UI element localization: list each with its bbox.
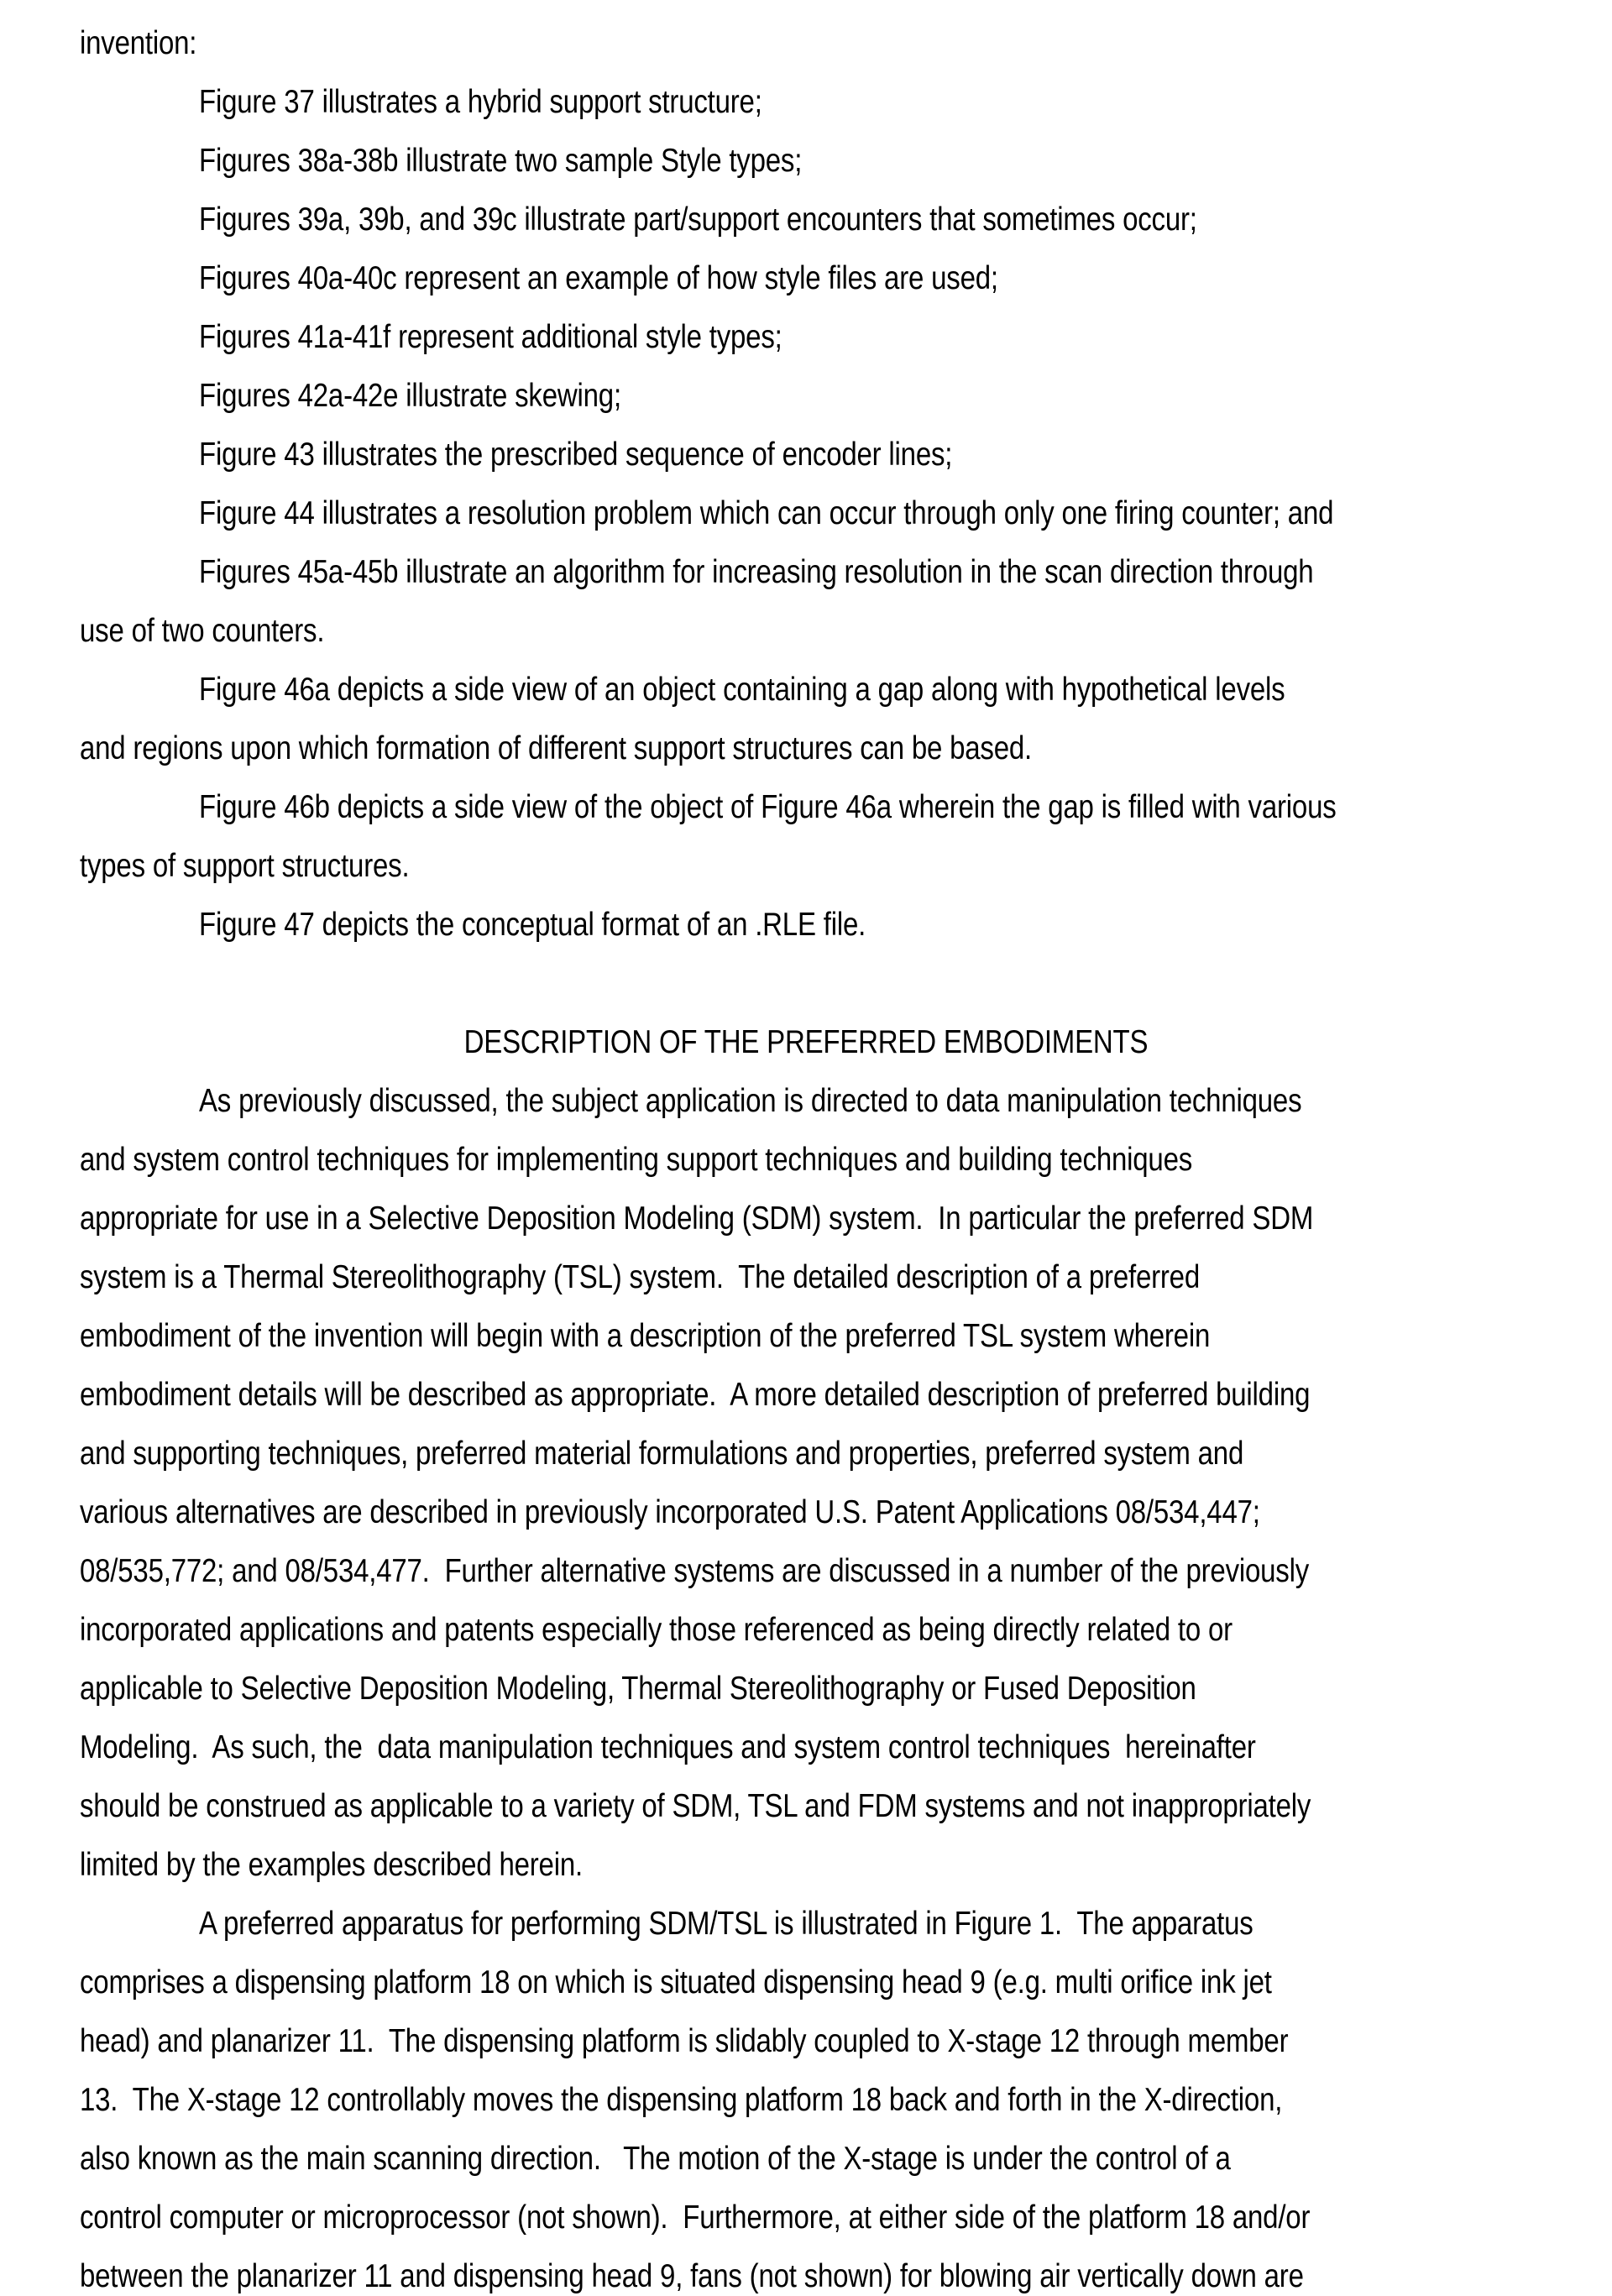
text-line: Modeling. As such, the data manipulation techniques and system control techniques hereinafter bbox=[80, 1728, 1256, 1765]
text-line: and system control techniques for implementing support techniques and building techniques bbox=[80, 1140, 1193, 1178]
text-line: appropriate for use in a Selective Deposition Modeling (SDM) system. In particular the preferred SDM bbox=[80, 1199, 1314, 1237]
text-line: embodiment details will be described as appropriate. A more detailed description of preferred building bbox=[80, 1375, 1311, 1413]
figure-list-item: Figures 45a-45b illustrate an algorithm for increasing resolution in the scan direction through bbox=[199, 552, 1314, 590]
text-line: use of two counters. bbox=[80, 611, 325, 649]
figure-list-item: Figure 44 illustrates a resolution problem which can occur through only one firing counter; and bbox=[199, 494, 1334, 531]
figure-list-item: Figures 40a-40c represent an example of how style files are used; bbox=[199, 259, 998, 296]
figure-list-item: Figures 38a-38b illustrate two sample Style types; bbox=[199, 141, 803, 179]
text-line: limited by the examples described herein. bbox=[80, 1845, 583, 1883]
figure-list-item: Figures 41a-41f represent additional style types; bbox=[199, 317, 782, 355]
text-line: invention: bbox=[80, 24, 197, 61]
figure-list-item: Figures 39a, 39b, and 39c illustrate part/support encounters that sometimes occur; bbox=[199, 200, 1197, 238]
text-line: between the planarizer 11 and dispensing head 9, fans (not shown) for blowing air vertically down are bbox=[80, 2257, 1304, 2294]
text-line: head) and planarizer 11. The dispensing platform is slidably coupled to X-stage 12 through member bbox=[80, 2021, 1289, 2059]
figure-list-item: Figure 46b depicts a side view of the object of Figure 46a wherein the gap is filled with various bbox=[199, 787, 1337, 825]
text-line: comprises a dispensing platform 18 on which is situated dispensing head 9 (e.g. multi orifice ink jet bbox=[80, 1963, 1272, 2001]
paragraph-first-line: As previously discussed, the subject application is directed to data manipulation techniques bbox=[199, 1081, 1302, 1119]
text-line: applicable to Selective Deposition Modeling, Thermal Stereolithography or Fused Deposition bbox=[80, 1669, 1196, 1707]
text-line: should be construed as applicable to a variety of SDM, TSL and FDM systems and not inappropriately bbox=[80, 1786, 1311, 1824]
text-line: types of support structures. bbox=[80, 846, 410, 884]
figure-list-item: Figure 37 illustrates a hybrid support structure; bbox=[199, 82, 762, 120]
text-line: embodiment of the invention will begin with a description of the preferred TSL system wherein bbox=[80, 1316, 1211, 1354]
section-heading: DESCRIPTION OF THE PREFERRED EMBODIMENTS bbox=[463, 1022, 1149, 1060]
figure-list-item: Figure 43 illustrates the prescribed sequence of encoder lines; bbox=[199, 435, 953, 473]
paragraph-first-line: A preferred apparatus for performing SDM/TSL is illustrated in Figure 1. The apparatus bbox=[199, 1904, 1253, 1942]
text-line: and supporting techniques, preferred material formulations and properties, preferred system and bbox=[80, 1434, 1244, 1472]
text-line: and regions upon which formation of different support structures can be based. bbox=[80, 729, 1032, 766]
text-line: control computer or microprocessor (not shown). Furthermore, at either side of the platform 18 and/or bbox=[80, 2198, 1311, 2236]
text-line: 08/535,772; and 08/534,477. Further alternative systems are discussed in a number of the previously bbox=[80, 1551, 1310, 1589]
text-line: incorporated applications and patents especially those referenced as being directly related to or bbox=[80, 1610, 1233, 1648]
text-line: also known as the main scanning direction. The motion of the X-stage is under the control of a bbox=[80, 2139, 1231, 2177]
text-line: system is a Thermal Stereolithography (TSL) system. The detailed description of a preferred bbox=[80, 1258, 1200, 1295]
text-line: 13. The X-stage 12 controllably moves the dispensing platform 18 back and forth in the X-direction, bbox=[80, 2080, 1283, 2118]
text-line: various alternatives are described in previously incorporated U.S. Patent Applications 08/534,447; bbox=[80, 1493, 1260, 1530]
figure-list-item: Figure 46a depicts a side view of an object containing a gap along with hypothetical levels bbox=[199, 670, 1285, 708]
figure-list-item: Figures 42a-42e illustrate skewing; bbox=[199, 376, 621, 414]
figure-list-item: Figure 47 depicts the conceptual format of an .RLE file. bbox=[199, 905, 866, 943]
